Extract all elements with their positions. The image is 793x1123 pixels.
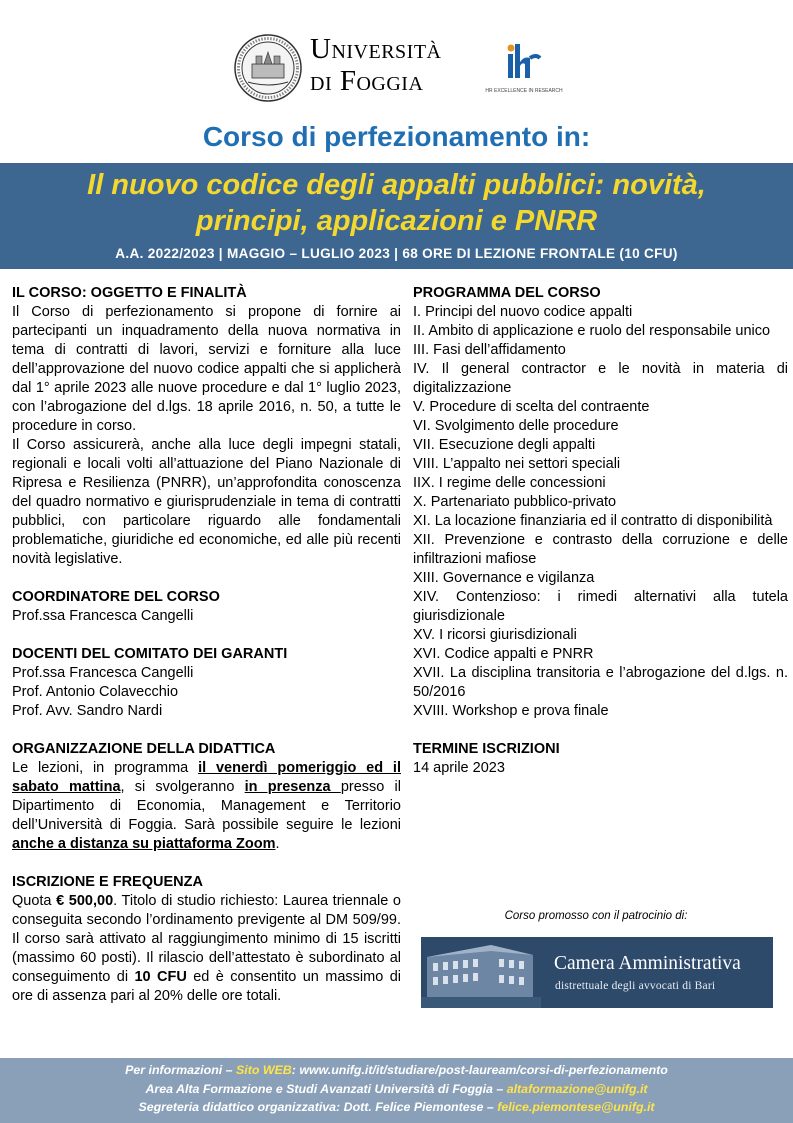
university-line-2: di Foggia xyxy=(310,65,424,97)
zoom-highlight: anche a distanza su piattaforma Zoom xyxy=(12,836,276,852)
programma-item: XIV. Contenzioso: i rimedi alternativi alla tutela giurisdizionale xyxy=(413,589,788,624)
building-icon xyxy=(421,937,541,1008)
cfu-amount: 10 CFU xyxy=(134,969,187,985)
sponsor-subtitle: distrettuale degli avvocati di Bari xyxy=(555,980,716,992)
schedule-highlight: il venerdì pomeriggio ed il sabato mattina xyxy=(12,760,401,795)
corso-paragraph-2: Il Corso assicurerà, anche alla luce degli impegni statali, regionali e locali volti all’attuazione del Piano Nazionale di Ripresa e Resilienza (PNRR), un’approfondita conoscenza del quadro normativo e giurisprudenziale in tema di contratti pubblici, con particolare riguardo alle fondamentali problematiche, giuridiche ed economiche, ed alle più recenti novità legislative. xyxy=(12,437,401,567)
docente-item: Prof. Antonio Colavecchio xyxy=(12,684,179,700)
programma-item: XVIII. Workshop e prova finale xyxy=(413,703,609,719)
organizzazione-heading: ORGANIZZAZIONE DELLA DIDATTICA xyxy=(12,741,276,757)
programma-item: XVII. La disciplina transitoria e l’abrogazione del d.lgs. n. 50/2016 xyxy=(413,665,788,700)
termine-date: 14 aprile 2023 xyxy=(413,760,505,776)
sponsor-name: Camera Amministrativa xyxy=(554,953,741,974)
programma-item: XVI. Codice appalti e PNRR xyxy=(413,646,594,662)
camera-amministrativa-logo xyxy=(421,937,773,1008)
corso-paragraph-1: Il Corso di perfezionamento si propone di fornire ai partecipanti un inquadramento della nuova normativa in tema di contratti di lavori, servizi e forniture alla luce dell’approvazione del nuovo codice appalti che si applicherà dal 1° aprile 2023 alle nuove procedure e dal 1° luglio 2023, con l’abrogazione del d.lgs. 18 aprile 2016, n. 50, a tutte le procedure in corso. xyxy=(12,304,401,434)
page-heading: Corso di perfezionamento in: xyxy=(202,121,591,152)
programma-item: XII. Prevenzione e contrasto della corruzione e delle infiltrazioni mafiose xyxy=(413,532,788,567)
programma-item: III. Fasi dell’affidamento xyxy=(413,342,566,358)
coordinatore-heading: COORDINATORE DEL CORSO xyxy=(12,589,220,605)
website-link[interactable]: : www.unifg.it/it/studiare/post-lauream/corsi-di-perfezionamento xyxy=(291,1063,668,1077)
corso-heading: IL CORSO: OGGETTO E FINALITÀ xyxy=(12,285,247,301)
university-line-1: Università xyxy=(310,33,442,65)
footer-contacts xyxy=(0,1058,793,1123)
course-dates-subtitle: A.A. 2022/2023 | MAGGIO – LUGLIO 2023 | 68 ORE DI LEZIONE FRONTALE (10 CFU) xyxy=(115,246,678,261)
left-column xyxy=(12,284,401,1006)
programma-item: VI. Svolgimento delle procedure xyxy=(413,418,619,434)
university-seal-logo xyxy=(234,34,302,102)
secretary-email-link[interactable]: felice.piemontese@unifg.it xyxy=(497,1100,655,1114)
programma-item: IV. Il general contractor e le novità in materia di digitalizzazione xyxy=(413,361,788,396)
programma-item: V. Procedure di scelta del contraente xyxy=(413,399,650,415)
right-column xyxy=(413,284,788,778)
fee-amount: € 500,00 xyxy=(56,893,114,909)
programma-heading: PROGRAMMA DEL CORSO xyxy=(413,285,601,301)
iscrizione-paragraph: Quota € 500,00. Titolo di studio richiesto: Laurea triennale o conseguita secondo l’ordinamento previgente al DM 509/99. Il corso sarà attivato al raggiungimento minimo di 15 iscritti (massimo 60 posti). Il rilascio dell’attestato è subordinato al conseguimento di 10 CFU ed è consentito un massimo di ore di assenza pari al 20% delle ore totali. xyxy=(12,893,401,1004)
coordinatore-name: Prof.ssa Francesca Cangelli xyxy=(12,608,194,624)
university-name xyxy=(310,35,442,96)
programma-item: I. Principi del nuovo codice appalti xyxy=(413,304,633,320)
docente-item: Prof. Avv. Sandro Nardi xyxy=(12,703,163,719)
programma-item: XI. La locazione finanziaria ed il contratto di disponibilità xyxy=(413,513,773,529)
in-presence-highlight: in presenza xyxy=(244,779,341,795)
iscrizione-heading: ISCRIZIONE E FREQUENZA xyxy=(12,874,203,890)
programma-item: X. Partenariato pubblico-privato xyxy=(413,494,617,510)
programma-item: VII. Esecuzione degli appalti xyxy=(413,437,596,453)
hr-excellence-logo xyxy=(484,40,564,98)
course-title-line-2: principi, applicazioni e PNRR xyxy=(195,205,598,237)
organizzazione-paragraph: Le lezioni, in programma il venerdì pomeriggio ed il sabato mattina, si svolgeranno in presenza presso il Dipartimento di Economia, Management e Territorio dell’Università di Foggia. Sarà possibile seguire le lezioni anche a distanza su piattaforma Zoom. xyxy=(12,760,401,852)
website-label: Sito WEB xyxy=(235,1063,292,1077)
docente-item: Prof.ssa Francesca Cangelli xyxy=(12,665,194,681)
programma-item: II. Ambito di applicazione e ruolo del responsabile unico xyxy=(413,323,771,339)
sponsor-label: Corso promosso con il patrocinio di: xyxy=(504,910,688,922)
footer-line-3: Segreteria didattico organizzativa: Dott. Felice Piemontese – felice.piemontese@unifg.it xyxy=(138,1100,655,1114)
course-title-banner xyxy=(0,163,793,269)
hr-logo-tagline: HR EXCELLENCE IN RESEARCH xyxy=(485,88,563,94)
footer-line-1: Per informazioni – Sito WEB: www.unifg.it/it/studiare/post-lauream/corsi-di-perfezionamento xyxy=(125,1063,668,1077)
programma-item: IIX. I regime delle concessioni xyxy=(413,475,606,491)
programma-item: VIII. L’appalto nei settori speciali xyxy=(413,456,621,472)
docenti-heading: DOCENTI DEL COMITATO DEI GARANTI xyxy=(12,646,288,662)
footer-line-2: Area Alta Formazione e Studi Avanzati Università di Foggia – altaformazione@unifg.it xyxy=(145,1082,648,1096)
course-title xyxy=(0,167,793,239)
termine-heading: TERMINE ISCRIZIONI xyxy=(413,741,560,757)
course-title-line-1: Il nuovo codice degli appalti pubblici: novità, xyxy=(87,169,706,201)
programma-item: XV. I ricorsi giurisdizionali xyxy=(413,627,577,643)
altaformazione-email-link[interactable]: altaformazione@unifg.it xyxy=(506,1082,648,1096)
programma-item: XIII. Governance e vigilanza xyxy=(413,570,595,586)
